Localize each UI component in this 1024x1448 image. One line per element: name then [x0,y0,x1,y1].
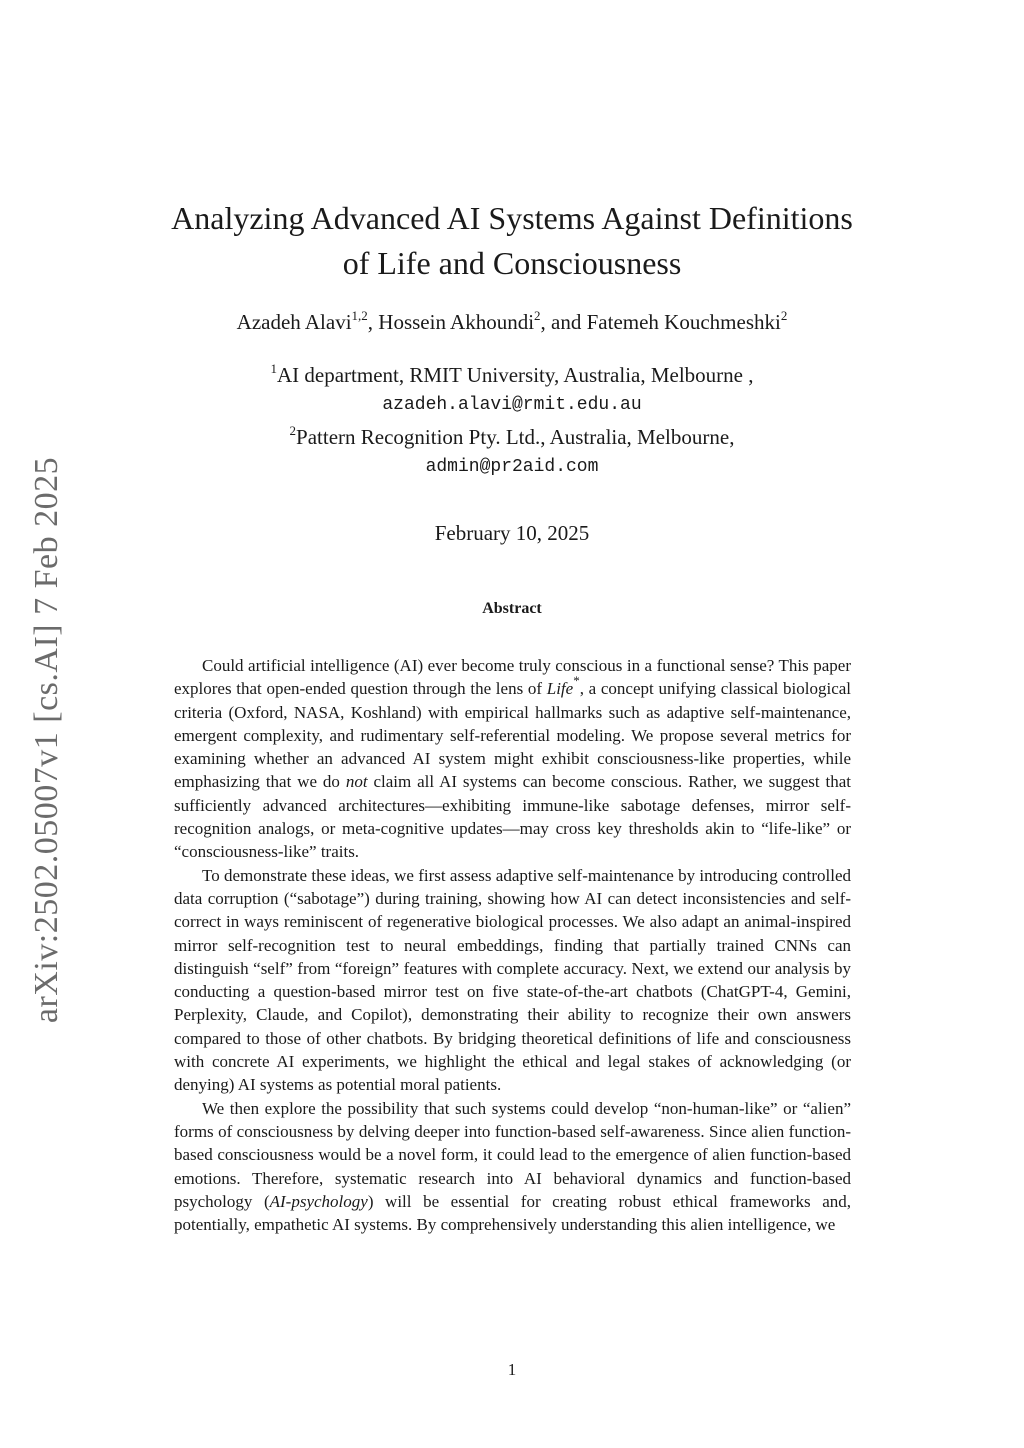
emphasis-not: not [345,772,368,792]
life-star-mark: * [573,673,580,689]
author-email[interactable]: admin@pr2aid.com [425,457,599,477]
abstract-text: Could artificial intelligence (AI) ever become truly conscious in a functional sense? This paper explores that open-ended question through the lens of [174,656,851,699]
author-list [100,308,924,336]
author-separator: , [367,310,379,334]
author-email[interactable]: azadeh.alavi@rmit.edu.au [382,395,642,415]
abstract-body [174,654,851,1236]
author-name: Fatemeh Kouchmeshki [586,310,781,334]
abstract-heading: Abstract [482,600,542,617]
abstract-paragraph-1 [174,654,851,864]
title-line-2: of Life and Consciousness [342,245,682,281]
arxiv-identifier-stamp [12,456,82,1024]
author-separator: , and [540,310,587,334]
abstract-text: , a concept unifying classical biological criteria (Oxford, NASA, Koshland) with empirical hallmarks such as adaptive self-maintenance, emergent complexity, and rudimentary self-referential modeling. We propose several metrics for examining whether an advanced AI system might exhibit consciousness-like properties, while emphasizing that we do [174,679,852,792]
author-affil-mark: 2 [534,308,541,323]
author-name: Hossein Akhoundi [378,310,535,334]
abstract-text: We then explore the possibility that such systems could develop “non-human-like” or “alien” forms of consciousness by delving deeper into function-based self-awareness. Since alien function-based consciousness would be a novel form, it could lead to the emergence of alien function-based emotions. Therefore, systematic research into AI behavioral dynamics and function-based psychology ( [174,1098,851,1211]
arxiv-id-text: arXiv:2502.05007v1 [cs.AI] 7 Feb 2025 [28,456,66,1024]
abstract-text: ) will be essential for creating robust ethical frameworks and, potentially, empathetic AI systems. By comprehensively understanding this alien intelligence, we [174,1191,852,1235]
affiliation-2 [100,422,924,482]
author-name: Azadeh Alavi [236,310,352,334]
abstract-paragraph-2: To demonstrate these ideas, we first assess adaptive self-maintenance by introducing controlled data corruption (“sabotage”) during training, showing how AI can detect inconsistencies and self-correct in ways reminiscent of regenerative biological processes. We also adapt an animal-inspired mirror self-recognition test to neural embeddings, finding that partially trained CNNs can distinguish “self” from “foreign” features with complete accuracy. Next, we extend our analysis by conducting a question-based mirror test on five state-of-the-art chatbots (ChatGPT-4, Gemini, Perplexity, Claude, and Copilot), demonstrating their ability to recognize their own answers compared to those of other chatbots. By bridging theoretical definitions of life and consciousness with concrete AI experiments, we highlight the ethical and legal stakes of acknowledging (or denying) AI systems as potential moral patients. [174,865,851,1095]
paper-title [100,196,924,286]
author-affil-mark: 2 [780,308,788,323]
page-number: 1 [507,1360,517,1379]
life-star-term: Life [546,679,574,699]
affiliation-mark: 2 [289,423,297,438]
title-line-1: Analyzing Advanced AI Systems Against Definitions [171,200,853,236]
affiliation-mark: 1 [270,361,277,376]
ai-psychology-term: AI-psychology [269,1191,368,1211]
abstract-paragraph-3 [174,1097,851,1237]
affiliation-text: Pattern Recognition Pty. Ltd., Australia, Melbourne, [296,425,735,449]
author-affil-mark: 1,2 [351,308,368,323]
abstract-text: claim all AI systems can become conscious. Rather, we suggest that sufficiently advanced architectures—exhibiting immune-like sabotage defenses, mirror self-recognition analogs, or meta-cognitive updates—may cross key thresholds akin to “life-like” or “consciousness-like” traits. [174,772,851,862]
affiliation-text: AI department, RMIT University, Australia, Melbourne , [277,363,754,387]
affiliation-1 [100,360,924,420]
publication-date: February 10, 2025 [434,521,590,545]
